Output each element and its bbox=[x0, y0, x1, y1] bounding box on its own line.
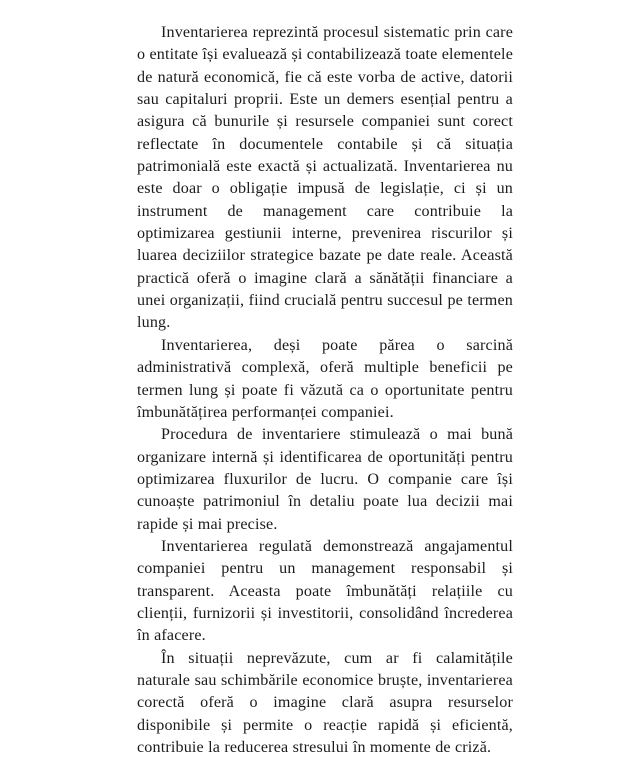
paragraph-1: Inventarierea reprezintă procesul sistematic prin care o entitate își evaluează și contabilizează toate elementele de natură economică, fie că este vorba de active, datorii sau capitaluri proprii. Este un demers esențial pentru a asigura că bunurile și resursele companiei sunt corect reflectate în documentele contabile și că situația patrimonială este exactă și actualizată. Inventarierea nu este doar o obligație impusă de legislație, ci și un instrument de management care contribuie la optimizarea gestiunii interne, prevenirea riscurilor și luarea deciziilor strategice bazate pe date reale. Această practică oferă o imagine clară a sănătății financiare a unei organizații, fiind crucială pentru succesul pe termen lung. bbox=[137, 24, 513, 332]
paragraph-2: Inventarierea, deși poate părea o sarcină administrativă complexă, oferă multiple beneficii pe termen lung și poate fi văzută ca o oportunitate pentru îmbunătățirea performanței companiei. bbox=[137, 336, 513, 421]
paragraph-3: Procedura de inventariere stimulează o mai bună organizare internă și identificarea de oportunități pentru optimizarea fluxurilor de lucru. O companie care își cunoaște patrimoniul în detaliu poate lua decizii mai rapide și mai precise. bbox=[137, 426, 513, 533]
paragraph-5: În situații neprevăzute, cum ar fi calamitățile naturale sau schimbările economice bruște, inventarierea corectă oferă o imagine clară asupra resurselor disponibile și permite o reacție rapidă și eficientă, contribuie la reducerea stresului în momente de criză. bbox=[137, 649, 513, 756]
document-text-column bbox=[137, 22, 513, 759]
paragraph-4: Inventarierea regulată demonstrează angajamentul companiei pentru un management responsabil și transparent. Aceasta poate îmbunătăți relațiile cu clienții, furnizorii și investitorii, consolidând încrederea în afacere. bbox=[137, 537, 513, 645]
